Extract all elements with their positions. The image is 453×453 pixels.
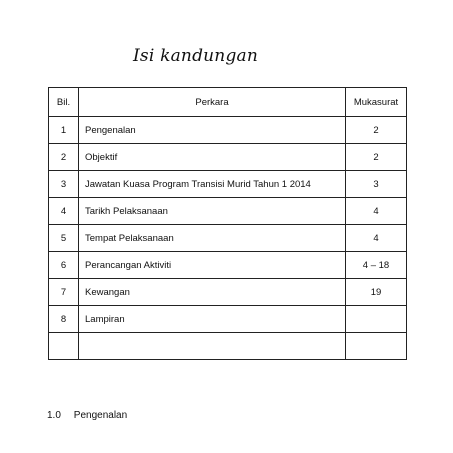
table-row	[49, 279, 407, 306]
row-number: 8	[49, 306, 79, 333]
row-page: 19	[346, 279, 407, 306]
row-page	[346, 333, 407, 360]
row-number: 7	[49, 279, 79, 306]
row-page: 4 – 18	[346, 252, 407, 279]
header-perkara: Perkara	[79, 88, 346, 117]
row-number: 4	[49, 198, 79, 225]
row-page: 4	[346, 225, 407, 252]
row-number: 3	[49, 171, 79, 198]
table-row	[49, 306, 407, 333]
row-item: Objektif	[79, 144, 346, 171]
table-header-row	[49, 88, 407, 117]
row-item: Jawatan Kuasa Program Transisi Murid Tahun 1 2014	[79, 171, 346, 198]
row-item	[79, 333, 346, 360]
row-number: 6	[49, 252, 79, 279]
page-title: Isi kandungan	[133, 46, 259, 66]
row-item: Lampiran	[79, 306, 346, 333]
table-row	[49, 333, 407, 360]
table-row	[49, 171, 407, 198]
row-item: Perancangan Aktiviti	[79, 252, 346, 279]
table-row	[49, 252, 407, 279]
table-row	[49, 198, 407, 225]
row-page: 3	[346, 171, 407, 198]
row-number: 5	[49, 225, 79, 252]
section-number: 1.0	[47, 410, 61, 421]
row-page: 2	[346, 117, 407, 144]
header-bil: Bil.	[49, 88, 79, 117]
row-number: 2	[49, 144, 79, 171]
table-row	[49, 225, 407, 252]
section-heading	[47, 410, 127, 421]
row-page: 4	[346, 198, 407, 225]
row-page	[346, 306, 407, 333]
row-item: Pengenalan	[79, 117, 346, 144]
row-item: Tarikh Pelaksanaan	[79, 198, 346, 225]
table-of-contents	[48, 87, 407, 360]
table-row	[49, 117, 407, 144]
table-row	[49, 144, 407, 171]
header-mukasurat: Mukasurat	[346, 88, 407, 117]
row-item: Tempat Pelaksanaan	[79, 225, 346, 252]
row-number	[49, 333, 79, 360]
row-item: Kewangan	[79, 279, 346, 306]
section-title: Pengenalan	[73, 410, 128, 421]
row-page: 2	[346, 144, 407, 171]
row-number: 1	[49, 117, 79, 144]
